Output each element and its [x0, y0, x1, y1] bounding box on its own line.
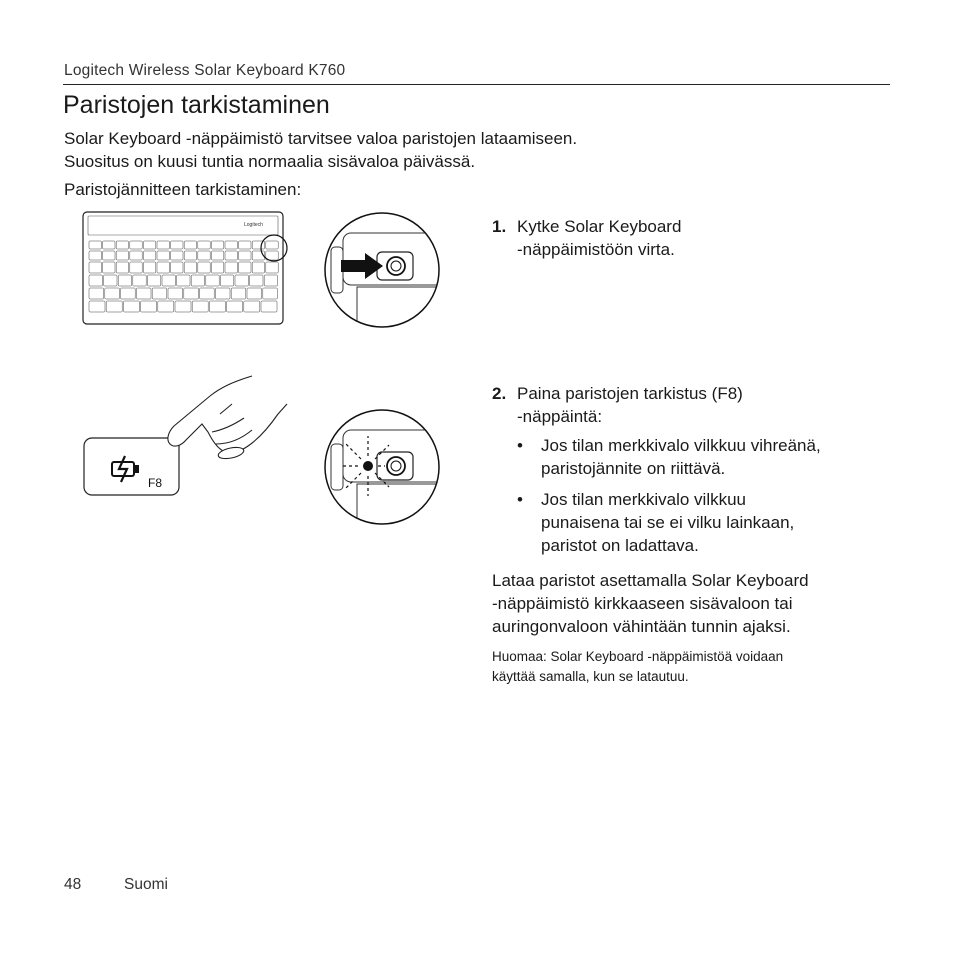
- keyboard-key: [184, 241, 196, 249]
- keyboard-key: [143, 262, 155, 273]
- charge-line: auringonvaloon vähintään tunnin ajaksi.: [492, 617, 791, 636]
- footer-language: Suomi: [124, 876, 168, 893]
- keyboard-key: [171, 241, 183, 249]
- keyboard-key: [136, 288, 151, 299]
- keyboard-key: [227, 301, 243, 312]
- bullet-text: Jos tilan merkkivalo vilkkuu: [541, 490, 747, 509]
- keyboard-key: [118, 275, 131, 286]
- note: [492, 647, 892, 687]
- step-2: [492, 382, 892, 428]
- keyboard-key: [168, 288, 183, 299]
- note-line: Huomaa: Solar Keyboard -näppäimistöä voidaan: [492, 649, 784, 664]
- keyboard-key: [198, 251, 210, 260]
- f8-key-label: F8: [148, 476, 163, 490]
- keyboard-key: [263, 288, 278, 299]
- keyboard-key: [211, 262, 223, 273]
- keyboard-key: [147, 275, 160, 286]
- step-number: 1.: [492, 217, 507, 236]
- page-title: Paristojen tarkistaminen: [63, 91, 330, 119]
- keyboard-key: [252, 262, 264, 273]
- keyboard-key: [198, 262, 210, 273]
- keyboard-key: [130, 241, 142, 249]
- keyboard-key: [231, 288, 246, 299]
- keyboard-key: [239, 241, 251, 249]
- check-heading: Paristojännitteen tarkistaminen:: [64, 180, 302, 199]
- keyboard-key: [192, 301, 208, 312]
- step-text: Kytke Solar Keyboard: [517, 217, 682, 236]
- document-header: Logitech Wireless Solar Keyboard K760: [64, 62, 346, 79]
- keyboard-key: [162, 275, 175, 286]
- keyboard-logo: Logitech: [244, 222, 263, 228]
- step-text: -näppäintä:: [517, 407, 603, 426]
- keyboard-key: [200, 288, 215, 299]
- step-text: Paina paristojen tarkistus (F8): [517, 384, 743, 403]
- charge-instructions: [492, 569, 892, 638]
- keyboard-key: [89, 251, 101, 260]
- keyboard-key: [266, 262, 278, 273]
- status-light-icon: [363, 461, 373, 471]
- step-text: -näppäimistöön virta.: [517, 240, 675, 259]
- status-bullet-list: [517, 434, 897, 565]
- keyboard-key: [266, 251, 278, 260]
- bullet-text: Jos tilan merkkivalo vilkkuu vihreänä,: [541, 436, 821, 455]
- keyboard-key: [157, 262, 169, 273]
- intro-line-1: Solar Keyboard -näppäimistö tarvitsee valoa paristojen lataamiseen.: [64, 129, 578, 148]
- intro-paragraph: [64, 127, 764, 173]
- keyboard-key: [158, 301, 174, 312]
- keyboard-key: [143, 241, 155, 249]
- keyboard-key: [250, 275, 263, 286]
- keyboard-key: [191, 275, 204, 286]
- step-number: 2.: [492, 384, 507, 403]
- keyboard-key: [116, 251, 128, 260]
- keyboard-key: [130, 251, 142, 260]
- keyboard-key: [225, 251, 237, 260]
- keyboard-key: [235, 275, 248, 286]
- keyboard-key: [225, 262, 237, 273]
- bullet-text: paristot on ladattava.: [541, 536, 699, 555]
- keyboard-key: [177, 275, 190, 286]
- keyboard-key: [264, 275, 277, 286]
- keyboard-key: [123, 301, 139, 312]
- keyboard-key: [206, 275, 219, 286]
- charge-line: Lataa paristot asettamalla Solar Keyboard: [492, 571, 809, 590]
- keyboard-illustration: [82, 211, 287, 327]
- keyboard-key: [244, 301, 260, 312]
- keyboard-key: [89, 288, 104, 299]
- keyboard-key: [105, 288, 120, 299]
- keyboard-key: [89, 241, 101, 249]
- keyboard-key: [211, 241, 223, 249]
- keyboard-key: [143, 251, 155, 260]
- keyboard-key: [184, 288, 199, 299]
- header-divider: [63, 84, 890, 85]
- keyboard-key: [116, 241, 128, 249]
- power-switch-zoom-illustration: [323, 211, 441, 329]
- keyboard-key: [247, 288, 262, 299]
- keyboard-key: [157, 241, 169, 249]
- keyboard-key: [157, 251, 169, 260]
- bullet-icon: •: [517, 436, 523, 455]
- keyboard-key: [103, 241, 115, 249]
- list-item: [517, 434, 897, 480]
- keyboard-key: [171, 251, 183, 260]
- intro-line-2: Suositus on kuusi tuntia normaalia sisävaloa päivässä.: [64, 152, 476, 171]
- keyboard-key: [121, 288, 136, 299]
- bullet-text: paristojännite on riittävä.: [541, 459, 726, 478]
- keyboard-key: [116, 262, 128, 273]
- keyboard-key: [152, 288, 167, 299]
- bullet-text: punaisena tai se ei vilku lainkaan,: [541, 513, 795, 532]
- keyboard-key: [89, 275, 102, 286]
- keyboard-key: [89, 301, 105, 312]
- keyboard-key: [184, 262, 196, 273]
- keyboard-key: [239, 262, 251, 273]
- keyboard-key: [103, 251, 115, 260]
- keyboard-key: [171, 262, 183, 273]
- keyboard-key: [239, 251, 251, 260]
- keyboard-key: [184, 251, 196, 260]
- keyboard-key: [225, 241, 237, 249]
- f8-key: [84, 438, 179, 495]
- status-light-zoom-illustration: [323, 408, 441, 526]
- keyboard-key: [198, 241, 210, 249]
- keyboard-key: [141, 301, 157, 312]
- keyboard-key: [106, 301, 122, 312]
- keyboard-key: [133, 275, 146, 286]
- keyboard-key: [103, 262, 115, 273]
- keyboard-key: [220, 275, 233, 286]
- finger-hand-icon: [168, 376, 287, 461]
- keyboard-key: [266, 241, 278, 249]
- f8-key-press-illustration: [82, 374, 287, 499]
- keyboard-key: [89, 262, 101, 273]
- keyboard-key: [211, 251, 223, 260]
- keyboard-key: [104, 275, 117, 286]
- keyboard-key: [175, 301, 191, 312]
- keyboard-key: [209, 301, 225, 312]
- list-item: [517, 488, 897, 557]
- keyboard-key: [215, 288, 230, 299]
- keyboard-key: [130, 262, 142, 273]
- page-number: 48: [64, 876, 82, 893]
- bullet-icon: •: [517, 490, 523, 509]
- note-line: käyttää samalla, kun se latautuu.: [492, 669, 689, 684]
- charge-line: -näppäimistö kirkkaaseen sisävaloon tai: [492, 594, 793, 613]
- keyboard-key: [261, 301, 277, 312]
- step-1: [492, 215, 792, 261]
